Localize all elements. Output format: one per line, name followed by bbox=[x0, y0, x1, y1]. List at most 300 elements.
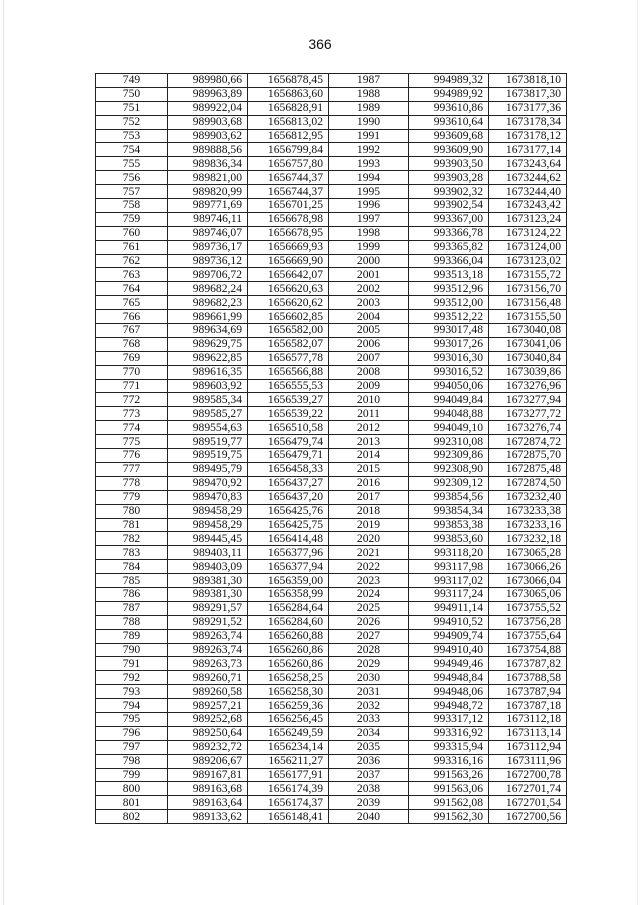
y-coordinate-a-cell: 1656539,22 bbox=[248, 407, 329, 421]
x-coordinate-a-cell: 989263,74 bbox=[168, 643, 248, 657]
x-coordinate-b-cell: 993365,82 bbox=[409, 240, 489, 254]
y-coordinate-a-cell: 1656414,48 bbox=[248, 532, 329, 546]
x-coordinate-a-cell: 989616,35 bbox=[168, 365, 248, 379]
x-coordinate-b-cell: 993118,20 bbox=[409, 546, 489, 560]
x-coordinate-b-cell: 993903,28 bbox=[409, 171, 489, 185]
table-row bbox=[96, 574, 567, 588]
table-row bbox=[96, 324, 567, 338]
y-coordinate-b-cell: 1673787,82 bbox=[489, 657, 567, 671]
table-row bbox=[96, 74, 567, 88]
y-coordinate-b-cell: 1673244,40 bbox=[489, 185, 567, 199]
point-number-b-cell: 2026 bbox=[329, 615, 409, 629]
x-coordinate-a-cell: 989291,52 bbox=[168, 615, 248, 629]
point-number-a-cell: 773 bbox=[96, 407, 168, 421]
point-number-b-cell: 2009 bbox=[329, 379, 409, 393]
table-row bbox=[96, 712, 567, 726]
x-coordinate-a-cell: 989736,12 bbox=[168, 254, 248, 268]
x-coordinate-b-cell: 993366,78 bbox=[409, 226, 489, 240]
point-number-b-cell: 1988 bbox=[329, 87, 409, 101]
y-coordinate-a-cell: 1656377,96 bbox=[248, 546, 329, 560]
point-number-a-cell: 750 bbox=[96, 87, 168, 101]
point-number-a-cell: 774 bbox=[96, 421, 168, 435]
table-row bbox=[96, 143, 567, 157]
y-coordinate-b-cell: 1673178,34 bbox=[489, 115, 567, 129]
y-coordinate-b-cell: 1672874,50 bbox=[489, 476, 567, 490]
y-coordinate-b-cell: 1672874,72 bbox=[489, 435, 567, 449]
table-row bbox=[96, 643, 567, 657]
point-number-b-cell: 2002 bbox=[329, 282, 409, 296]
x-coordinate-b-cell: 993854,34 bbox=[409, 504, 489, 518]
point-number-b-cell: 1995 bbox=[329, 185, 409, 199]
x-coordinate-b-cell: 994949,46 bbox=[409, 657, 489, 671]
y-coordinate-a-cell: 1656258,30 bbox=[248, 685, 329, 699]
table-row bbox=[96, 282, 567, 296]
y-coordinate-b-cell: 1673243,42 bbox=[489, 199, 567, 213]
x-coordinate-b-cell: 994911,14 bbox=[409, 601, 489, 615]
x-coordinate-a-cell: 989458,29 bbox=[168, 504, 248, 518]
table-row bbox=[96, 726, 567, 740]
y-coordinate-b-cell: 1673276,96 bbox=[489, 379, 567, 393]
y-coordinate-b-cell: 1673177,36 bbox=[489, 101, 567, 115]
point-number-b-cell: 2025 bbox=[329, 601, 409, 615]
x-coordinate-b-cell: 993512,96 bbox=[409, 282, 489, 296]
x-coordinate-b-cell: 994948,06 bbox=[409, 685, 489, 699]
x-coordinate-b-cell: 993853,38 bbox=[409, 518, 489, 532]
point-number-a-cell: 763 bbox=[96, 268, 168, 282]
scan-edge-right bbox=[637, 0, 638, 905]
x-coordinate-b-cell: 993854,56 bbox=[409, 490, 489, 504]
x-coordinate-b-cell: 993609,90 bbox=[409, 143, 489, 157]
scan-edge-left bbox=[3, 0, 4, 905]
table-row bbox=[96, 129, 567, 143]
x-coordinate-a-cell: 989252,68 bbox=[168, 712, 248, 726]
point-number-a-cell: 769 bbox=[96, 351, 168, 365]
y-coordinate-a-cell: 1656602,85 bbox=[248, 310, 329, 324]
x-coordinate-b-cell: 993512,00 bbox=[409, 296, 489, 310]
point-number-a-cell: 795 bbox=[96, 712, 168, 726]
y-coordinate-b-cell: 1673039,86 bbox=[489, 365, 567, 379]
x-coordinate-b-cell: 994989,92 bbox=[409, 87, 489, 101]
y-coordinate-a-cell: 1656757,80 bbox=[248, 157, 329, 171]
x-coordinate-a-cell: 989519,75 bbox=[168, 449, 248, 463]
point-number-b-cell: 1990 bbox=[329, 115, 409, 129]
y-coordinate-a-cell: 1656566,88 bbox=[248, 365, 329, 379]
point-number-a-cell: 760 bbox=[96, 226, 168, 240]
x-coordinate-b-cell: 993366,04 bbox=[409, 254, 489, 268]
point-number-b-cell: 2020 bbox=[329, 532, 409, 546]
y-coordinate-a-cell: 1656539,27 bbox=[248, 393, 329, 407]
x-coordinate-a-cell: 989260,58 bbox=[168, 685, 248, 699]
x-coordinate-a-cell: 989250,64 bbox=[168, 726, 248, 740]
y-coordinate-a-cell: 1656620,62 bbox=[248, 296, 329, 310]
point-number-a-cell: 796 bbox=[96, 726, 168, 740]
point-number-b-cell: 2019 bbox=[329, 518, 409, 532]
table-row bbox=[96, 296, 567, 310]
x-coordinate-a-cell: 989963,89 bbox=[168, 87, 248, 101]
point-number-a-cell: 781 bbox=[96, 518, 168, 532]
y-coordinate-b-cell: 1673277,72 bbox=[489, 407, 567, 421]
y-coordinate-b-cell: 1673232,18 bbox=[489, 532, 567, 546]
point-number-a-cell: 767 bbox=[96, 324, 168, 338]
x-coordinate-a-cell: 989206,67 bbox=[168, 754, 248, 768]
point-number-a-cell: 753 bbox=[96, 129, 168, 143]
x-coordinate-a-cell: 989585,34 bbox=[168, 393, 248, 407]
y-coordinate-a-cell: 1656642,07 bbox=[248, 268, 329, 282]
point-number-b-cell: 1992 bbox=[329, 143, 409, 157]
x-coordinate-a-cell: 989445,45 bbox=[168, 532, 248, 546]
x-coordinate-b-cell: 991562,30 bbox=[409, 810, 489, 824]
x-coordinate-b-cell: 994049,10 bbox=[409, 421, 489, 435]
y-coordinate-b-cell: 1673817,30 bbox=[489, 87, 567, 101]
x-coordinate-b-cell: 993317,12 bbox=[409, 712, 489, 726]
point-number-b-cell: 1998 bbox=[329, 226, 409, 240]
y-coordinate-b-cell: 1673787,18 bbox=[489, 699, 567, 713]
y-coordinate-a-cell: 1656284,64 bbox=[248, 601, 329, 615]
y-coordinate-b-cell: 1673244,62 bbox=[489, 171, 567, 185]
y-coordinate-b-cell: 1673123,24 bbox=[489, 212, 567, 226]
point-number-a-cell: 782 bbox=[96, 532, 168, 546]
x-coordinate-a-cell: 989403,11 bbox=[168, 546, 248, 560]
table-row bbox=[96, 587, 567, 601]
y-coordinate-b-cell: 1673277,94 bbox=[489, 393, 567, 407]
x-coordinate-b-cell: 993903,50 bbox=[409, 157, 489, 171]
x-coordinate-a-cell: 989495,79 bbox=[168, 462, 248, 476]
x-coordinate-b-cell: 994948,72 bbox=[409, 699, 489, 713]
point-number-b-cell: 2032 bbox=[329, 699, 409, 713]
point-number-b-cell: 2003 bbox=[329, 296, 409, 310]
table-row bbox=[96, 796, 567, 810]
point-number-a-cell: 758 bbox=[96, 199, 168, 213]
x-coordinate-a-cell: 989661,99 bbox=[168, 310, 248, 324]
y-coordinate-a-cell: 1656174,39 bbox=[248, 782, 329, 796]
y-coordinate-a-cell: 1656284,60 bbox=[248, 615, 329, 629]
x-coordinate-b-cell: 994910,52 bbox=[409, 615, 489, 629]
x-coordinate-b-cell: 993513,18 bbox=[409, 268, 489, 282]
point-number-b-cell: 1989 bbox=[329, 101, 409, 115]
table-row bbox=[96, 157, 567, 171]
y-coordinate-b-cell: 1673124,22 bbox=[489, 226, 567, 240]
y-coordinate-a-cell: 1656744,37 bbox=[248, 171, 329, 185]
x-coordinate-a-cell: 989163,64 bbox=[168, 796, 248, 810]
y-coordinate-b-cell: 1673755,52 bbox=[489, 601, 567, 615]
y-coordinate-b-cell: 1673818,10 bbox=[489, 74, 567, 88]
point-number-b-cell: 2012 bbox=[329, 421, 409, 435]
point-number-a-cell: 779 bbox=[96, 490, 168, 504]
point-number-b-cell: 2040 bbox=[329, 810, 409, 824]
x-coordinate-b-cell: 993017,48 bbox=[409, 324, 489, 338]
point-number-b-cell: 2007 bbox=[329, 351, 409, 365]
point-number-a-cell: 749 bbox=[96, 74, 168, 88]
point-number-b-cell: 2022 bbox=[329, 560, 409, 574]
table-row bbox=[96, 518, 567, 532]
coordinates-table bbox=[95, 73, 567, 824]
x-coordinate-a-cell: 989163,68 bbox=[168, 782, 248, 796]
point-number-b-cell: 2033 bbox=[329, 712, 409, 726]
x-coordinate-b-cell: 991562,08 bbox=[409, 796, 489, 810]
point-number-b-cell: 2038 bbox=[329, 782, 409, 796]
y-coordinate-b-cell: 1673243,64 bbox=[489, 157, 567, 171]
x-coordinate-a-cell: 989903,68 bbox=[168, 115, 248, 129]
y-coordinate-b-cell: 1673755,64 bbox=[489, 629, 567, 643]
point-number-a-cell: 792 bbox=[96, 671, 168, 685]
x-coordinate-a-cell: 989470,92 bbox=[168, 476, 248, 490]
y-coordinate-b-cell: 1673155,50 bbox=[489, 310, 567, 324]
x-coordinate-b-cell: 992310,08 bbox=[409, 435, 489, 449]
y-coordinate-b-cell: 1673113,14 bbox=[489, 726, 567, 740]
table-row bbox=[96, 365, 567, 379]
y-coordinate-b-cell: 1673066,26 bbox=[489, 560, 567, 574]
y-coordinate-b-cell: 1673177,14 bbox=[489, 143, 567, 157]
x-coordinate-a-cell: 989263,74 bbox=[168, 629, 248, 643]
point-number-a-cell: 751 bbox=[96, 101, 168, 115]
y-coordinate-b-cell: 1673787,94 bbox=[489, 685, 567, 699]
x-coordinate-a-cell: 989519,77 bbox=[168, 435, 248, 449]
x-coordinate-b-cell: 993610,86 bbox=[409, 101, 489, 115]
y-coordinate-b-cell: 1673123,02 bbox=[489, 254, 567, 268]
y-coordinate-a-cell: 1656479,71 bbox=[248, 449, 329, 463]
point-number-b-cell: 2037 bbox=[329, 768, 409, 782]
point-number-a-cell: 784 bbox=[96, 560, 168, 574]
table-row bbox=[96, 685, 567, 699]
point-number-b-cell: 2015 bbox=[329, 462, 409, 476]
x-coordinate-b-cell: 992308,90 bbox=[409, 462, 489, 476]
y-coordinate-a-cell: 1656582,00 bbox=[248, 324, 329, 338]
point-number-b-cell: 2011 bbox=[329, 407, 409, 421]
y-coordinate-a-cell: 1656620,63 bbox=[248, 282, 329, 296]
table-row bbox=[96, 226, 567, 240]
point-number-a-cell: 786 bbox=[96, 587, 168, 601]
point-number-b-cell: 2017 bbox=[329, 490, 409, 504]
x-coordinate-b-cell: 993902,54 bbox=[409, 199, 489, 213]
y-coordinate-a-cell: 1656425,76 bbox=[248, 504, 329, 518]
y-coordinate-a-cell: 1656148,41 bbox=[248, 810, 329, 824]
x-coordinate-a-cell: 989682,24 bbox=[168, 282, 248, 296]
x-coordinate-b-cell: 993117,02 bbox=[409, 574, 489, 588]
y-coordinate-a-cell: 1656458,33 bbox=[248, 462, 329, 476]
y-coordinate-b-cell: 1673276,74 bbox=[489, 421, 567, 435]
y-coordinate-a-cell: 1656828,91 bbox=[248, 101, 329, 115]
table-row bbox=[96, 199, 567, 213]
table-row bbox=[96, 254, 567, 268]
point-number-a-cell: 771 bbox=[96, 379, 168, 393]
point-number-a-cell: 756 bbox=[96, 171, 168, 185]
table-row bbox=[96, 740, 567, 754]
y-coordinate-a-cell: 1656177,91 bbox=[248, 768, 329, 782]
table-row bbox=[96, 504, 567, 518]
x-coordinate-b-cell: 994050,06 bbox=[409, 379, 489, 393]
y-coordinate-a-cell: 1656799,84 bbox=[248, 143, 329, 157]
y-coordinate-b-cell: 1673041,06 bbox=[489, 337, 567, 351]
y-coordinate-b-cell: 1673065,06 bbox=[489, 587, 567, 601]
point-number-b-cell: 1996 bbox=[329, 199, 409, 213]
point-number-a-cell: 799 bbox=[96, 768, 168, 782]
point-number-b-cell: 2023 bbox=[329, 574, 409, 588]
point-number-b-cell: 2005 bbox=[329, 324, 409, 338]
x-coordinate-a-cell: 989821,00 bbox=[168, 171, 248, 185]
point-number-a-cell: 791 bbox=[96, 657, 168, 671]
table-row bbox=[96, 754, 567, 768]
x-coordinate-a-cell: 989554,63 bbox=[168, 421, 248, 435]
y-coordinate-a-cell: 1656812,95 bbox=[248, 129, 329, 143]
point-number-a-cell: 802 bbox=[96, 810, 168, 824]
x-coordinate-b-cell: 993512,22 bbox=[409, 310, 489, 324]
y-coordinate-b-cell: 1673232,40 bbox=[489, 490, 567, 504]
point-number-a-cell: 754 bbox=[96, 143, 168, 157]
point-number-b-cell: 2028 bbox=[329, 643, 409, 657]
point-number-a-cell: 801 bbox=[96, 796, 168, 810]
table-row bbox=[96, 810, 567, 824]
point-number-b-cell: 2010 bbox=[329, 393, 409, 407]
x-coordinate-a-cell: 989263,73 bbox=[168, 657, 248, 671]
point-number-b-cell: 1993 bbox=[329, 157, 409, 171]
point-number-b-cell: 1997 bbox=[329, 212, 409, 226]
y-coordinate-b-cell: 1673155,72 bbox=[489, 268, 567, 282]
y-coordinate-b-cell: 1673112,18 bbox=[489, 712, 567, 726]
y-coordinate-a-cell: 1656256,45 bbox=[248, 712, 329, 726]
x-coordinate-b-cell: 993316,16 bbox=[409, 754, 489, 768]
point-number-a-cell: 797 bbox=[96, 740, 168, 754]
x-coordinate-b-cell: 993367,00 bbox=[409, 212, 489, 226]
coordinates-table-body bbox=[96, 74, 567, 824]
y-coordinate-a-cell: 1656510,58 bbox=[248, 421, 329, 435]
y-coordinate-b-cell: 1673233,38 bbox=[489, 504, 567, 518]
point-number-a-cell: 764 bbox=[96, 282, 168, 296]
point-number-b-cell: 2004 bbox=[329, 310, 409, 324]
point-number-a-cell: 766 bbox=[96, 310, 168, 324]
table-row bbox=[96, 212, 567, 226]
y-coordinate-b-cell: 1673233,16 bbox=[489, 518, 567, 532]
x-coordinate-b-cell: 991563,26 bbox=[409, 768, 489, 782]
x-coordinate-a-cell: 989736,17 bbox=[168, 240, 248, 254]
x-coordinate-b-cell: 993117,24 bbox=[409, 587, 489, 601]
point-number-b-cell: 2021 bbox=[329, 546, 409, 560]
x-coordinate-a-cell: 989746,11 bbox=[168, 212, 248, 226]
point-number-a-cell: 800 bbox=[96, 782, 168, 796]
point-number-b-cell: 2006 bbox=[329, 337, 409, 351]
y-coordinate-a-cell: 1656582,07 bbox=[248, 337, 329, 351]
y-coordinate-a-cell: 1656669,93 bbox=[248, 240, 329, 254]
point-number-b-cell: 2039 bbox=[329, 796, 409, 810]
y-coordinate-b-cell: 1673066,04 bbox=[489, 574, 567, 588]
x-coordinate-b-cell: 993315,94 bbox=[409, 740, 489, 754]
point-number-a-cell: 793 bbox=[96, 685, 168, 699]
x-coordinate-a-cell: 989836,34 bbox=[168, 157, 248, 171]
x-coordinate-a-cell: 989133,62 bbox=[168, 810, 248, 824]
point-number-b-cell: 2030 bbox=[329, 671, 409, 685]
table-row bbox=[96, 768, 567, 782]
x-coordinate-b-cell: 994049,84 bbox=[409, 393, 489, 407]
table-row bbox=[96, 449, 567, 463]
y-coordinate-a-cell: 1656260,86 bbox=[248, 643, 329, 657]
x-coordinate-a-cell: 989820,99 bbox=[168, 185, 248, 199]
point-number-a-cell: 755 bbox=[96, 157, 168, 171]
y-coordinate-a-cell: 1656701,25 bbox=[248, 199, 329, 213]
y-coordinate-b-cell: 1672701,74 bbox=[489, 782, 567, 796]
x-coordinate-b-cell: 992309,12 bbox=[409, 476, 489, 490]
table-row bbox=[96, 268, 567, 282]
point-number-b-cell: 2034 bbox=[329, 726, 409, 740]
table-row bbox=[96, 476, 567, 490]
x-coordinate-a-cell: 989403,09 bbox=[168, 560, 248, 574]
y-coordinate-a-cell: 1656577,78 bbox=[248, 351, 329, 365]
y-coordinate-b-cell: 1673065,28 bbox=[489, 546, 567, 560]
table-row bbox=[96, 101, 567, 115]
table-row bbox=[96, 615, 567, 629]
x-coordinate-a-cell: 989629,75 bbox=[168, 337, 248, 351]
x-coordinate-a-cell: 989585,27 bbox=[168, 407, 248, 421]
table-row bbox=[96, 185, 567, 199]
table-row bbox=[96, 115, 567, 129]
page-number: 366 bbox=[308, 36, 332, 52]
x-coordinate-a-cell: 989167,81 bbox=[168, 768, 248, 782]
y-coordinate-a-cell: 1656377,94 bbox=[248, 560, 329, 574]
y-coordinate-a-cell: 1656813,02 bbox=[248, 115, 329, 129]
point-number-a-cell: 759 bbox=[96, 212, 168, 226]
point-number-b-cell: 2027 bbox=[329, 629, 409, 643]
x-coordinate-a-cell: 989922,04 bbox=[168, 101, 248, 115]
y-coordinate-b-cell: 1672875,70 bbox=[489, 449, 567, 463]
point-number-a-cell: 787 bbox=[96, 601, 168, 615]
y-coordinate-a-cell: 1656258,25 bbox=[248, 671, 329, 685]
x-coordinate-a-cell: 989603,92 bbox=[168, 379, 248, 393]
point-number-a-cell: 778 bbox=[96, 476, 168, 490]
x-coordinate-b-cell: 994989,32 bbox=[409, 74, 489, 88]
y-coordinate-b-cell: 1673788,58 bbox=[489, 671, 567, 685]
x-coordinate-b-cell: 991563,06 bbox=[409, 782, 489, 796]
point-number-a-cell: 772 bbox=[96, 393, 168, 407]
x-coordinate-a-cell: 989682,23 bbox=[168, 296, 248, 310]
table-row bbox=[96, 490, 567, 504]
x-coordinate-b-cell: 993117,98 bbox=[409, 560, 489, 574]
y-coordinate-a-cell: 1656863,60 bbox=[248, 87, 329, 101]
point-number-b-cell: 2018 bbox=[329, 504, 409, 518]
y-coordinate-a-cell: 1656211,27 bbox=[248, 754, 329, 768]
y-coordinate-b-cell: 1673111,96 bbox=[489, 754, 567, 768]
x-coordinate-a-cell: 989232,72 bbox=[168, 740, 248, 754]
point-number-a-cell: 776 bbox=[96, 449, 168, 463]
point-number-b-cell: 2013 bbox=[329, 435, 409, 449]
point-number-a-cell: 777 bbox=[96, 462, 168, 476]
x-coordinate-b-cell: 993609,68 bbox=[409, 129, 489, 143]
point-number-a-cell: 765 bbox=[96, 296, 168, 310]
y-coordinate-b-cell: 1673178,12 bbox=[489, 129, 567, 143]
y-coordinate-b-cell: 1673040,08 bbox=[489, 324, 567, 338]
y-coordinate-a-cell: 1656234,14 bbox=[248, 740, 329, 754]
x-coordinate-b-cell: 993316,92 bbox=[409, 726, 489, 740]
point-number-a-cell: 757 bbox=[96, 185, 168, 199]
x-coordinate-a-cell: 989888,56 bbox=[168, 143, 248, 157]
x-coordinate-b-cell: 994948,84 bbox=[409, 671, 489, 685]
table-row bbox=[96, 379, 567, 393]
table-row bbox=[96, 171, 567, 185]
point-number-a-cell: 775 bbox=[96, 435, 168, 449]
table-row bbox=[96, 462, 567, 476]
point-number-b-cell: 2029 bbox=[329, 657, 409, 671]
y-coordinate-a-cell: 1656260,86 bbox=[248, 657, 329, 671]
point-number-a-cell: 752 bbox=[96, 115, 168, 129]
point-number-a-cell: 780 bbox=[96, 504, 168, 518]
y-coordinate-a-cell: 1656669,90 bbox=[248, 254, 329, 268]
x-coordinate-a-cell: 989260,71 bbox=[168, 671, 248, 685]
point-number-a-cell: 788 bbox=[96, 615, 168, 629]
x-coordinate-a-cell: 989622,85 bbox=[168, 351, 248, 365]
y-coordinate-a-cell: 1656878,45 bbox=[248, 74, 329, 88]
table-row bbox=[96, 657, 567, 671]
point-number-b-cell: 2000 bbox=[329, 254, 409, 268]
point-number-b-cell: 2001 bbox=[329, 268, 409, 282]
table-row bbox=[96, 337, 567, 351]
y-coordinate-b-cell: 1673756,28 bbox=[489, 615, 567, 629]
